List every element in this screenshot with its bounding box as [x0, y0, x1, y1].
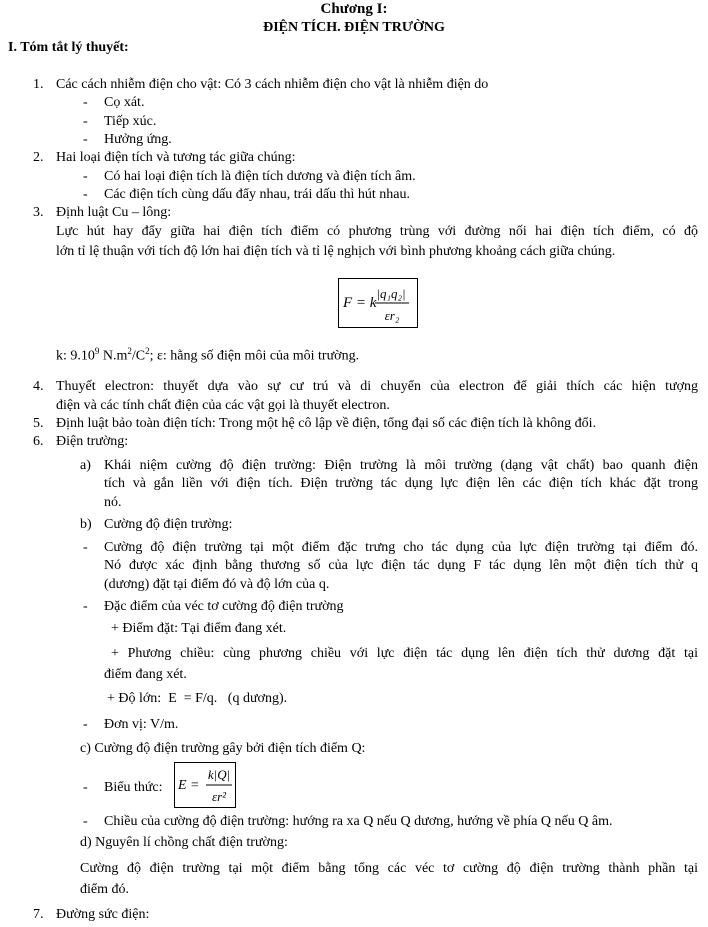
dash-bullet: -: [83, 540, 88, 555]
item-text: Định luật Cu – lông:: [56, 205, 172, 220]
field-formula-box: [174, 762, 236, 808]
sub-item: Các điện tích cùng dấu đẩy nhau, trái dấu thì hút nhau.: [104, 187, 410, 202]
k-unit-a: N.m: [99, 348, 128, 364]
chapter-title: ĐIỆN TÍCH. ĐIỆN TRƯỜNG: [263, 20, 445, 35]
formula-numerator: k|Q|: [207, 767, 231, 782]
k-unit-sup2: 2: [145, 346, 150, 356]
sub-d-line: điểm đó.: [80, 882, 129, 897]
dash-bullet: -: [83, 114, 88, 129]
sub-item: Hưởng ứng.: [104, 132, 172, 147]
sub-d-line: Cường độ điện trường tại một điểm bằng tổng các véc tơ cường độ điện trường thành phần tại: [80, 861, 698, 876]
k-unit-b: /C: [131, 348, 146, 364]
dash-bullet: -: [83, 717, 88, 732]
sub-label-a: a): [80, 458, 91, 473]
item-text: Điện trường:: [56, 434, 129, 449]
field-formula: [175, 763, 235, 807]
dash-bullet: -: [83, 132, 88, 147]
k-prefix: k: 9.10: [56, 348, 95, 364]
item-text: Đường sức điện:: [56, 907, 150, 922]
dash-bullet: -: [83, 780, 88, 795]
sub-b2-text: Đặc điểm của véc tơ cường độ điện trường: [104, 599, 344, 614]
paragraph-line: lớn tỉ lệ thuận với tích độ lớn hai điện tích và tỉ lệ nghịch với bình phương khoảng cách giữa chúng.: [56, 244, 616, 259]
k-suffix: ; ε: hằng số điện môi của môi trường.: [149, 348, 360, 364]
dash-bullet: -: [83, 187, 88, 202]
coulomb-formula-box: [338, 278, 418, 328]
sub-a-line: Khái niệm cường độ điện trường: Điện trường là môi trường (dạng vật chất) bao quanh điện: [104, 458, 698, 473]
item-number: 5.: [33, 416, 44, 431]
dash-bullet: -: [83, 814, 88, 829]
item-text: Thuyết electron: thuyết dựa vào sự cư trú và di chuyển của electron để giải thích các hiện tượng: [56, 379, 698, 394]
direction-text: Chiều của cường độ điện trường: hướng ra xa Q nếu Q dương, hướng về phía Q nếu Q âm.: [104, 814, 613, 829]
sub-a-line: tích và gắn liền với điện tích. Điện trường tác dụng lực điện lên các điện tích khác đặt trong: [104, 476, 698, 491]
sub-b3-text: Đơn vị: V/m.: [104, 717, 179, 732]
paragraph-line: Lực hút hay đẩy giữa hai điện tích điểm có phương trùng với đường nối hai điện tích điểm, có độ: [56, 224, 698, 239]
b2-point: + Điểm đặt: Tại điểm đang xét.: [111, 621, 287, 636]
expr-label: Biểu thức:: [104, 780, 163, 795]
constant-line: [56, 343, 359, 365]
dash-bullet: -: [83, 169, 88, 184]
b2-magnitude: + Độ lớn: E = F/q. (q dương).: [107, 691, 288, 706]
item-number: 6.: [33, 434, 44, 449]
item-number: 3.: [33, 205, 44, 220]
sub-b1-line: (dương) đặt tại điểm đó và độ lớn của q.: [104, 577, 330, 592]
sub-b-text: Cường độ điện trường:: [104, 517, 233, 532]
sub-d-text: d) Nguyên lí chồng chất điện trường:: [80, 835, 288, 850]
item-number: 2.: [33, 150, 44, 165]
item-text: Hai loại điện tích và tương tác giữa chúng:: [56, 150, 296, 165]
formula-lhs: E =: [178, 778, 200, 793]
chapter-heading: Chương I:: [320, 1, 388, 17]
item-text: Các cách nhiễm điện cho vật: Có 3 cách nhiễm điện cho vật là nhiễm điện do: [56, 77, 489, 92]
sub-item: Cọ xát.: [104, 95, 145, 110]
item-number: 4.: [33, 379, 44, 394]
sub-c-text: c) Cường độ điện trường gây bởi điện tích điểm Q:: [80, 741, 366, 756]
sub-item: Tiếp xúc.: [104, 114, 157, 129]
item-number: 1.: [33, 77, 44, 92]
item-number: 7.: [33, 907, 44, 922]
b2-direction-cont: điểm đang xét.: [104, 667, 187, 682]
dash-bullet: -: [83, 599, 88, 614]
formula-denominator: εr²: [211, 789, 227, 804]
formula-numerator: |q₁q₂|: [376, 286, 406, 301]
formula-lhs: F = k: [343, 295, 377, 311]
sub-b1-line: Cường độ điện trường tại một điểm đặc trưng cho tác dụng của lực điện trường tại điểm đó.: [104, 540, 698, 555]
k-unit-sup: 2: [127, 346, 132, 356]
coulomb-formula: [339, 279, 417, 327]
item-text: Định luật bảo toàn điện tích: Trong một hệ cô lập về điện, tổng đại số các điện tích là không đổi.: [56, 416, 597, 431]
sub-label-b: b): [80, 517, 92, 532]
b2-direction: + Phương chiều: cùng phương chiều với lực điện tác dụng lên điện tích thử dương đặt tại: [111, 646, 698, 661]
sub-a-line: nó.: [104, 495, 122, 510]
k-exponent: 9: [94, 346, 100, 356]
sub-item: Có hai loại điện tích là điện tích dương và điện tích âm.: [104, 169, 416, 184]
item-text-cont: điện và các tính chất điện của các vật gọi là thuyết electron.: [56, 398, 390, 413]
section-heading: I. Tóm tắt lý thuyết:: [8, 40, 129, 55]
formula-denominator: εr₂: [384, 308, 400, 323]
dash-bullet: -: [83, 95, 88, 110]
sub-b1-line: Nó được xác định bằng thương số của lực điện tác dụng F tác dụng lên một điện tích thử q: [104, 558, 698, 573]
